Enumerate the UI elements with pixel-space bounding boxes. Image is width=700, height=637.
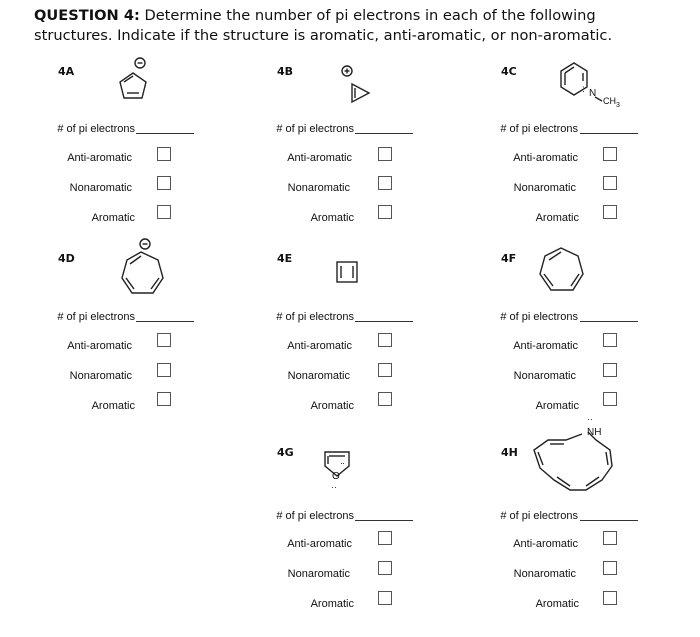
problem-label-4a: 4A <box>58 65 75 78</box>
anti-aromatic-checkbox-4f[interactable] <box>603 333 617 347</box>
nonaromatic-checkbox-4d[interactable] <box>157 363 171 377</box>
anti-aromatic-label-4d: Anti-aromatic <box>67 340 132 352</box>
pi-electrons-label-4g: # of pi electrons <box>276 510 354 522</box>
nonaromatic-label-4c: Nonaromatic <box>513 182 576 194</box>
nonaromatic-checkbox-4g[interactable] <box>378 561 392 575</box>
structure-4h-azaannulene <box>526 420 626 500</box>
pi-electrons-input-4f[interactable] <box>580 321 638 322</box>
problem-label-4e: 4E <box>277 252 293 265</box>
question-text-line2: structures. Indicate if the structure is aromatic, anti-aromatic, or non-aromatic. <box>34 27 613 44</box>
pi-electrons-input-4g[interactable] <box>355 520 413 521</box>
pi-electrons-label-4e: # of pi electrons <box>276 311 354 323</box>
aromatic-checkbox-4d[interactable] <box>157 392 171 406</box>
nonaromatic-label-4e: Nonaromatic <box>287 370 350 382</box>
nonaromatic-label-4d: Nonaromatic <box>69 370 132 382</box>
structure-4f-cycloheptatriene-ring <box>533 244 593 299</box>
aromatic-label-4a: Aromatic <box>91 212 135 224</box>
structure-4b-cyclopropenyl-cation <box>335 62 375 104</box>
pi-electrons-input-4b[interactable] <box>355 133 413 134</box>
nonaromatic-checkbox-4a[interactable] <box>157 176 171 190</box>
nitrogen-atom-4c: N <box>589 88 597 99</box>
nonaromatic-checkbox-4b[interactable] <box>378 176 392 190</box>
nonaromatic-checkbox-4h[interactable] <box>603 561 617 575</box>
pi-electrons-input-4c[interactable] <box>580 133 638 134</box>
nonaromatic-checkbox-4c[interactable] <box>603 176 617 190</box>
pi-electrons-label-4h: # of pi electrons <box>500 510 578 522</box>
nonaromatic-label-4f: Nonaromatic <box>513 370 576 382</box>
pi-electrons-input-4d[interactable] <box>136 321 194 322</box>
nonaromatic-checkbox-4e[interactable] <box>378 363 392 377</box>
anti-aromatic-checkbox-4d[interactable] <box>157 333 171 347</box>
pi-electrons-label-4f: # of pi electrons <box>500 311 578 323</box>
structure-4c-n-methylpyridinium-ylide <box>550 55 635 115</box>
problem-label-4g: 4G <box>277 446 294 459</box>
structure-4e-cyclobutadiene <box>335 260 361 286</box>
question-text-line1: Determine the number of pi electrons in each of the following <box>144 7 596 24</box>
structure-4a-cyclopentadienyl-anion <box>110 55 160 105</box>
anti-aromatic-checkbox-4h[interactable] <box>603 531 617 545</box>
pi-electrons-label-4b: # of pi electrons <box>276 123 354 135</box>
nonaromatic-label-4g: Nonaromatic <box>287 568 350 580</box>
oxygen-atom-4g: O <box>332 471 340 482</box>
aromatic-checkbox-4g[interactable] <box>378 591 392 605</box>
aromatic-checkbox-4a[interactable] <box>157 205 171 219</box>
question-label: QUESTION 4: <box>34 7 140 24</box>
pi-electrons-input-4a[interactable] <box>136 133 194 134</box>
aromatic-label-4d: Aromatic <box>91 400 135 412</box>
anti-aromatic-label-4f: Anti-aromatic <box>513 340 578 352</box>
aromatic-label-4c: Aromatic <box>535 212 579 224</box>
pi-electrons-label-4a: # of pi electrons <box>57 123 135 135</box>
aromatic-checkbox-4f[interactable] <box>603 392 617 406</box>
anti-aromatic-label-4e: Anti-aromatic <box>287 340 352 352</box>
aromatic-label-4b: Aromatic <box>310 212 354 224</box>
problem-label-4f: 4F <box>501 252 517 265</box>
anti-aromatic-label-4h: Anti-aromatic <box>513 538 578 550</box>
nonaromatic-checkbox-4f[interactable] <box>603 363 617 377</box>
pi-electrons-label-4c: # of pi electrons <box>500 123 578 135</box>
nonaromatic-label-4b: Nonaromatic <box>287 182 350 194</box>
pi-electrons-input-4h[interactable] <box>580 520 638 521</box>
aromatic-label-4e: Aromatic <box>310 400 354 412</box>
anti-aromatic-checkbox-4g[interactable] <box>378 531 392 545</box>
anti-aromatic-checkbox-4e[interactable] <box>378 333 392 347</box>
anti-aromatic-label-4g: Anti-aromatic <box>287 538 352 550</box>
nitrogen-atom-4h: NH <box>587 427 602 438</box>
aromatic-checkbox-4h[interactable] <box>603 591 617 605</box>
aromatic-label-4f: Aromatic <box>535 400 579 412</box>
problem-label-4d: 4D <box>58 252 75 265</box>
pi-electrons-input-4e[interactable] <box>355 321 413 322</box>
aromatic-checkbox-4e[interactable] <box>378 392 392 406</box>
lone-pair-4c: : <box>582 84 585 95</box>
aromatic-checkbox-4b[interactable] <box>378 205 392 219</box>
lone-pair-4g-bottom: ·· <box>331 482 337 492</box>
aromatic-checkbox-4c[interactable] <box>603 205 617 219</box>
problem-label-4h: 4H <box>501 446 518 459</box>
anti-aromatic-checkbox-4b[interactable] <box>378 147 392 161</box>
aromatic-label-4h: Aromatic <box>535 598 579 610</box>
question-header <box>34 6 684 46</box>
structure-4d-cycloheptatrienyl-anion <box>110 238 170 303</box>
lone-pair-4h: ·· <box>587 414 593 424</box>
methyl-group-4c: $CH_3$ <box>603 96 620 109</box>
nonaromatic-label-4a: Nonaromatic <box>69 182 132 194</box>
pi-electrons-label-4d: # of pi electrons <box>57 311 135 323</box>
anti-aromatic-label-4b: Anti-aromatic <box>287 152 352 164</box>
aromatic-label-4g: Aromatic <box>310 598 354 610</box>
anti-aromatic-label-4c: Anti-aromatic <box>513 152 578 164</box>
lone-pair-4g: ·· <box>340 458 344 468</box>
anti-aromatic-label-4a: Anti-aromatic <box>67 152 132 164</box>
problem-label-4c: 4C <box>501 65 517 78</box>
problem-label-4b: 4B <box>277 65 294 78</box>
nonaromatic-label-4h: Nonaromatic <box>513 568 576 580</box>
anti-aromatic-checkbox-4c[interactable] <box>603 147 617 161</box>
anti-aromatic-checkbox-4a[interactable] <box>157 147 171 161</box>
